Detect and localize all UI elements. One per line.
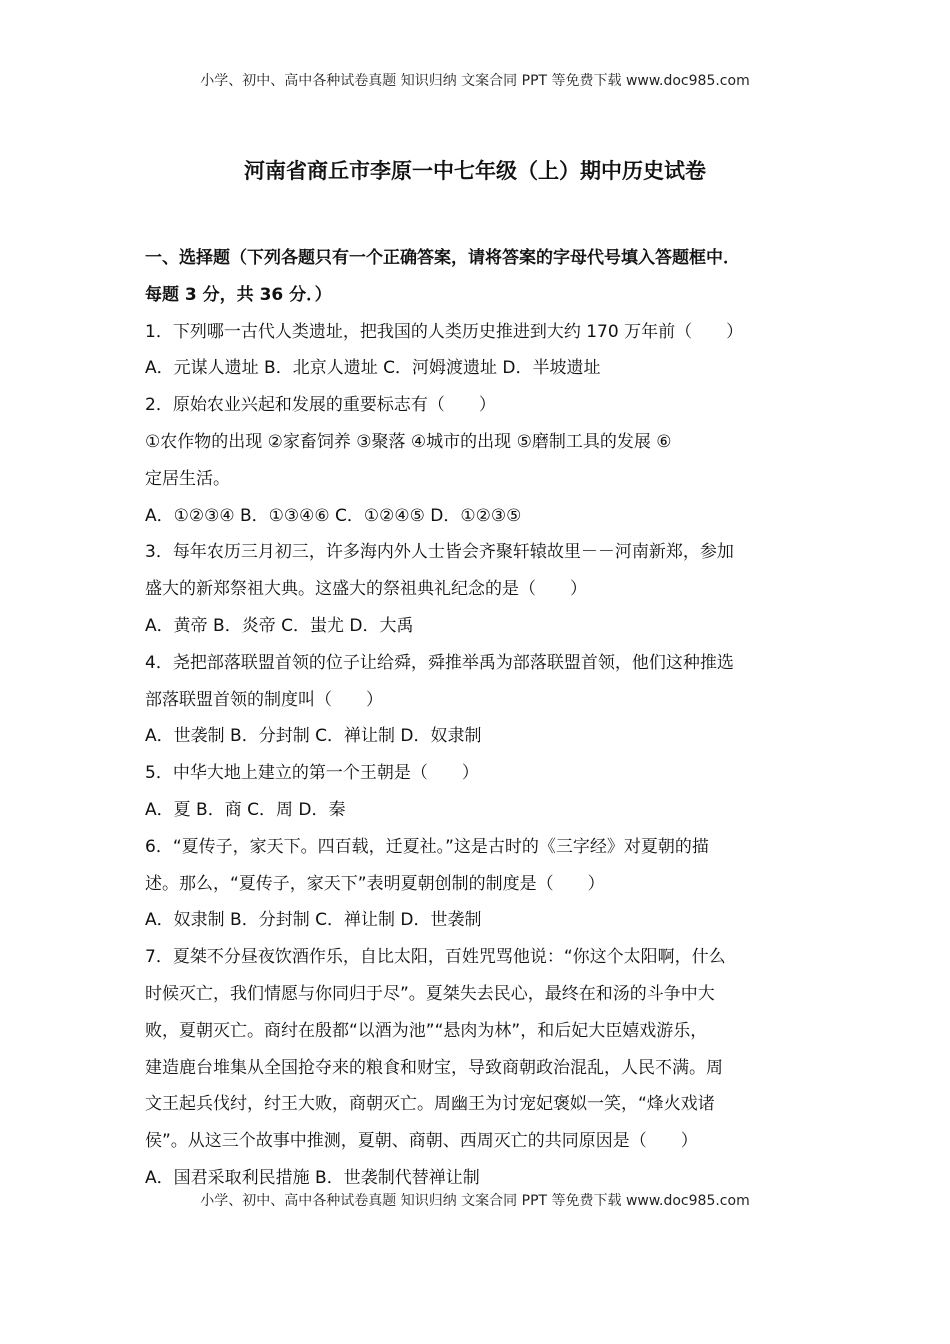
text-line: 盛大的新郑祭祖大典。这盛大的祭祖典礼纪念的是（ ） bbox=[145, 579, 587, 600]
page-footer: 小学、初中、高中各种试卷真题 知识归纳 文案合同 PPT 等免费下载 www.doc985.com bbox=[200, 1193, 750, 1209]
text-line: 6．“夏传子，家天下。四百载，迁夏社。”这是古时的《三字经》对夏朝的描 bbox=[145, 836, 709, 857]
document-title: 河南省商丘市李原一中七年级（上）期中历史试卷 bbox=[244, 159, 706, 183]
text-line: 败，夏朝灭亡。商纣在殷都“以酒为池”“悬肉为林”，和后妃大臣嬉戏游乐， bbox=[145, 1020, 708, 1041]
text-line: 文王起兵伐纣，纣王大败，商朝灭亡。周幽王为讨宠妃褒姒一笑，“烽火戏诸 bbox=[145, 1094, 715, 1115]
text-line: 4．尧把部落联盟首领的位子让给舜，舜推举禹为部落联盟首领，他们这种推选 bbox=[145, 652, 734, 673]
text-line: 时候灭亡，我们情愿与你同归于尽”。夏桀失去民心，最终在和汤的斗争中大 bbox=[145, 983, 715, 1004]
text-line: 2．原始农业兴起和发展的重要标志有（ ） bbox=[145, 395, 496, 416]
text-line: 5．中华大地上建立的第一个王朝是（ ） bbox=[145, 763, 479, 784]
document-body bbox=[145, 240, 825, 1197]
text-line: 建造鹿台堆集从全国抢夺来的粮食和财宝，导致商朝政治混乱，人民不满。周 bbox=[145, 1057, 723, 1078]
text-line: 3．每年农历三月初三，许多海内外人士皆会齐聚轩辕故里－－河南新郑，参加 bbox=[145, 542, 734, 563]
text-line: 7．夏桀不分昼夜饮酒作乐，自比太阳，百姓咒骂他说：“你这个太阳啊，什么 bbox=[145, 947, 726, 968]
text-line: A．夏 B．商 C．周 D．秦 bbox=[145, 799, 346, 820]
section-heading-line: 一、选择题（下列各题只有一个正确答案，请将答案的字母代号填入答题框中． bbox=[145, 248, 740, 268]
text-line: 定居生活。 bbox=[145, 468, 230, 489]
section-heading-line: 每题 3 分，共 36 分．） bbox=[145, 284, 332, 305]
page-header: 小学、初中、高中各种试卷真题 知识归纳 文案合同 PPT 等免费下载 www.doc985.com bbox=[200, 73, 750, 89]
text-line: A．奴隶制 B．分封制 C．禅让制 D．世袭制 bbox=[145, 910, 482, 931]
text-line: 1．下列哪一古代人类遗址，把我国的人类历史推进到大约 170 万年前（ ） bbox=[145, 321, 744, 342]
text-line: A．元谋人遗址 B．北京人遗址 C．河姆渡遗址 D．半坡遗址 bbox=[145, 358, 601, 379]
text-line: 部落联盟首领的制度叫（ ） bbox=[145, 689, 383, 710]
text-line: 侯”。从这三个故事中推测，夏朝、商朝、西周灭亡的共同原因是（ ） bbox=[145, 1131, 698, 1152]
text-line: 述。那么，“夏传子，家天下”表明夏朝创制的制度是（ ） bbox=[145, 873, 605, 894]
text-line: A．①②③④ B．①③④⑥ C．①②④⑤ D．①②③⑤ bbox=[145, 505, 522, 526]
text-line: A．黄帝 B．炎帝 C．蚩尤 D．大禹 bbox=[145, 615, 414, 636]
text-line: ①农作物的出现 ②家畜饲养 ③聚落 ④城市的出现 ⑤磨制工具的发展 ⑥ bbox=[145, 431, 672, 452]
text-line: A．世袭制 B．分封制 C．禅让制 D．奴隶制 bbox=[145, 726, 482, 747]
text-line: A．国君采取利民措施 B．世袭制代替禅让制 bbox=[145, 1167, 480, 1188]
